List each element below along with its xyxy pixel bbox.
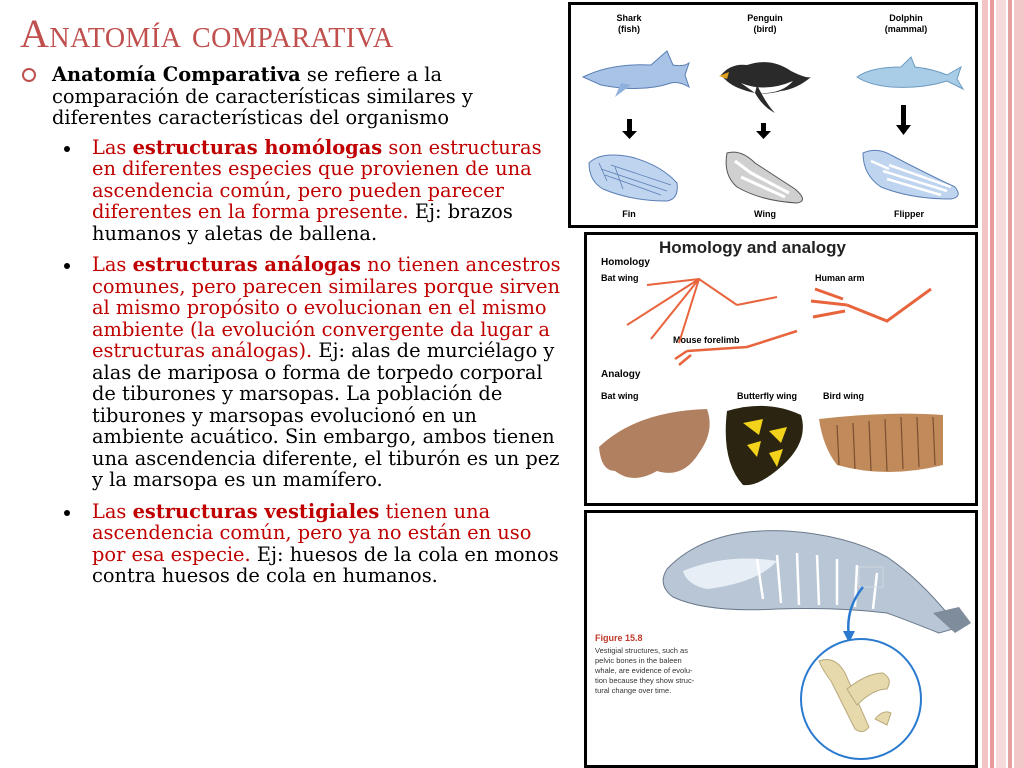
- bat-wing-bones: [627, 279, 777, 343]
- bullet-lead: Las: [92, 135, 133, 159]
- label-analogy: Analogy: [601, 369, 641, 380]
- bird-wing-image: [819, 414, 943, 472]
- arrow-down-icon: [756, 123, 771, 139]
- figure-homology-analogy: [584, 232, 978, 506]
- figure-homologous-limbs: [568, 2, 978, 228]
- decorative-stripes: [982, 0, 1024, 768]
- whale-image: [663, 531, 971, 633]
- label-shark: Shark: [616, 13, 642, 23]
- bullet-text: no tienen ancestros comunes, pero parecen similares porque sirven al mismo propósito o evolucionan en el mismo ambiente (la evolución convergente da lugar a estructuras análogas).: [92, 253, 561, 362]
- arrow-down-icon: [622, 119, 637, 139]
- bullet-dot-icon: [64, 510, 70, 516]
- figure-vestigial-whale: [584, 510, 978, 768]
- intro-bullet: [22, 64, 567, 129]
- dolphin-image: [857, 57, 963, 89]
- caption-line: tion because they show struc-: [595, 676, 695, 685]
- intro-text: se refiere a la comparación de características similares y diferentes características del organismo: [52, 63, 473, 129]
- label-penguin: Penguin: [747, 13, 783, 23]
- human-arm-bones: [811, 289, 931, 321]
- label-human-arm: Human arm: [815, 273, 865, 283]
- bullet-example: Ej: brazos humanos y aletas de ballena.: [92, 200, 513, 245]
- bullet-example: Ej: huesos de la cola en monos contra huesos de cola en humanos.: [92, 542, 559, 587]
- slide-body: [22, 64, 567, 597]
- figure-caption-title: Figure 15.8: [595, 633, 643, 643]
- penguin-image: [719, 62, 811, 113]
- bat-wing-image: [599, 409, 710, 478]
- caption-line: whale, are evidence of evolu-: [595, 666, 693, 675]
- butterfly-wing-image: [726, 406, 803, 485]
- ring-bullet-icon: [22, 68, 36, 82]
- intro-term: Anatomía Comparativa: [52, 63, 301, 86]
- label-bird: (bird): [753, 24, 777, 34]
- figure-title: Homology and analogy: [659, 238, 847, 257]
- caption-line: tural change over time.: [595, 686, 672, 695]
- bullet-text: son estructuras en diferentes especies que provienen de una ascendencia común, pero pueden parecer diferentes en la forma presente.: [92, 135, 542, 223]
- arrow-down-icon: [896, 105, 911, 135]
- bullet-lead: Las: [92, 499, 133, 523]
- label-bird-wing: Bird wing: [823, 391, 864, 401]
- dolphin-flipper-skeleton: [863, 150, 958, 199]
- label-wing: Wing: [754, 209, 776, 219]
- label-fish: (fish): [618, 24, 640, 34]
- label-mouse-forelimb: Mouse forelimb: [673, 335, 740, 345]
- label-bat-wing-analogy: Bat wing: [601, 391, 639, 401]
- label-flipper: Flipper: [893, 209, 925, 219]
- shark-image: [583, 51, 689, 97]
- bullet-text: tienen una ascendencia común, pero ya no están en uso por esa especie.: [92, 499, 532, 566]
- caption-line: Vestigial structures, such as: [595, 646, 688, 655]
- label-bat-wing: Bat wing: [601, 273, 639, 283]
- label-dolphin: Dolphin: [889, 13, 923, 23]
- penguin-wing-skeleton: [726, 152, 802, 203]
- label-mammal: (mammal): [884, 24, 928, 34]
- bullet-vestigial: [22, 501, 567, 587]
- bullet-dot-icon: [64, 146, 70, 152]
- label-fin: Fin: [622, 209, 636, 219]
- caption-line: pelvic bones in the baleen: [595, 656, 682, 665]
- shark-fin-skeleton: [589, 155, 677, 201]
- term-analogous: estructuras análogas: [132, 253, 361, 276]
- label-homology: Homology: [601, 257, 650, 268]
- bullet-dot-icon: [64, 263, 70, 269]
- label-butterfly-wing: Butterfly wing: [737, 391, 797, 401]
- bullet-example: Ej: alas de murciélago y alas de mariposa o forma de torpedo corporal de tiburones y marsopas. La población de tiburones y marsopas evolucionó en un ambiente acuático. Sin embargo, ambos tienen una ascendencia diferente, el tiburón es un pez y la marsopa es un mamífero.: [92, 339, 560, 491]
- bullet-homologous: [22, 137, 567, 245]
- slide-title: Anatomía comparativa: [20, 11, 394, 56]
- term-homologous: estructuras homólogas: [132, 135, 383, 159]
- bullet-lead: Las: [92, 253, 133, 276]
- sub-bullets: [22, 137, 567, 587]
- term-vestigial: estructuras vestigiales: [132, 499, 380, 523]
- bullet-analogous: [22, 254, 567, 491]
